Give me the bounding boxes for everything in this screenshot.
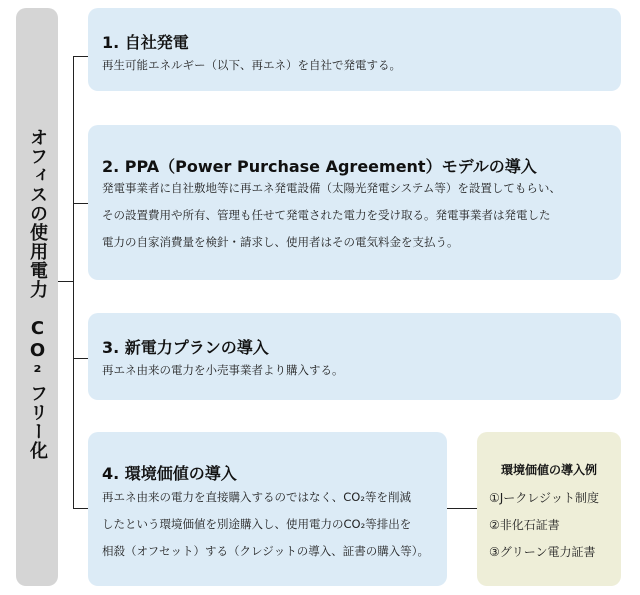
connector-trunk <box>73 56 74 508</box>
example-item: ③グリーン電力証書 <box>489 545 596 559</box>
method-title-2: 2. PPA（Power Purchase Agreement）モデルの導入 <box>102 157 537 176</box>
desc-line: 再生可能エネルギー（以下、再エネ）を自社で発電する。 <box>102 58 401 72</box>
example-item: ②非化石証書 <box>489 518 560 532</box>
method-desc-2 <box>102 175 611 256</box>
examples-title: 環境価値の導入例 <box>500 463 597 477</box>
desc-line: 相殺（オフセット）する（クレジットの導入、証書の購入等）。 <box>102 544 429 558</box>
connector-examples <box>447 508 477 509</box>
method-desc-4 <box>102 484 437 565</box>
desc-line: 再エネ由来の電力を直接購入するのではなく、CO₂等を削減 <box>102 490 411 504</box>
method-card-1 <box>88 8 621 91</box>
method-card-3 <box>88 313 621 400</box>
connector-branch-1 <box>73 56 88 57</box>
method-title-3: 3. 新電力プランの導入 <box>102 338 269 357</box>
example-item: ①Jークレジット制度 <box>489 491 599 505</box>
root-category-bar <box>16 8 58 586</box>
desc-line: 電力の自家消費量を検針・請求し、使用者はその電気料金を支払う。 <box>102 235 459 249</box>
connector-branch-2 <box>73 203 88 204</box>
method-title-1: 1. 自社発電 <box>102 33 189 52</box>
method-card-4 <box>88 432 447 586</box>
method-card-2 <box>88 125 621 280</box>
examples-box <box>477 432 621 586</box>
method-title-4: 4. 環境価値の導入 <box>102 464 237 483</box>
method-desc-3 <box>102 357 611 384</box>
connector-branch-3 <box>73 358 88 359</box>
root-title: オフィスの使用電力 CO²フリー化 <box>27 128 48 460</box>
desc-line: 再エネ由来の電力を小売事業者より購入する。 <box>102 363 344 377</box>
desc-line: 発電事業者に自社敷地等に再エネ発電設備（太陽光発電システム等）を設置してもらい、 <box>102 181 561 195</box>
desc-line: したという環境価値を別途購入し、使用電力のCO₂等排出を <box>102 517 412 531</box>
method-desc-1 <box>102 52 611 79</box>
desc-line: その設置費用や所有、管理も任せて発電された電力を受け取る。発電事業者は発電した <box>102 208 551 222</box>
connector-root-stub <box>58 281 74 282</box>
connector-branch-4 <box>73 508 88 509</box>
